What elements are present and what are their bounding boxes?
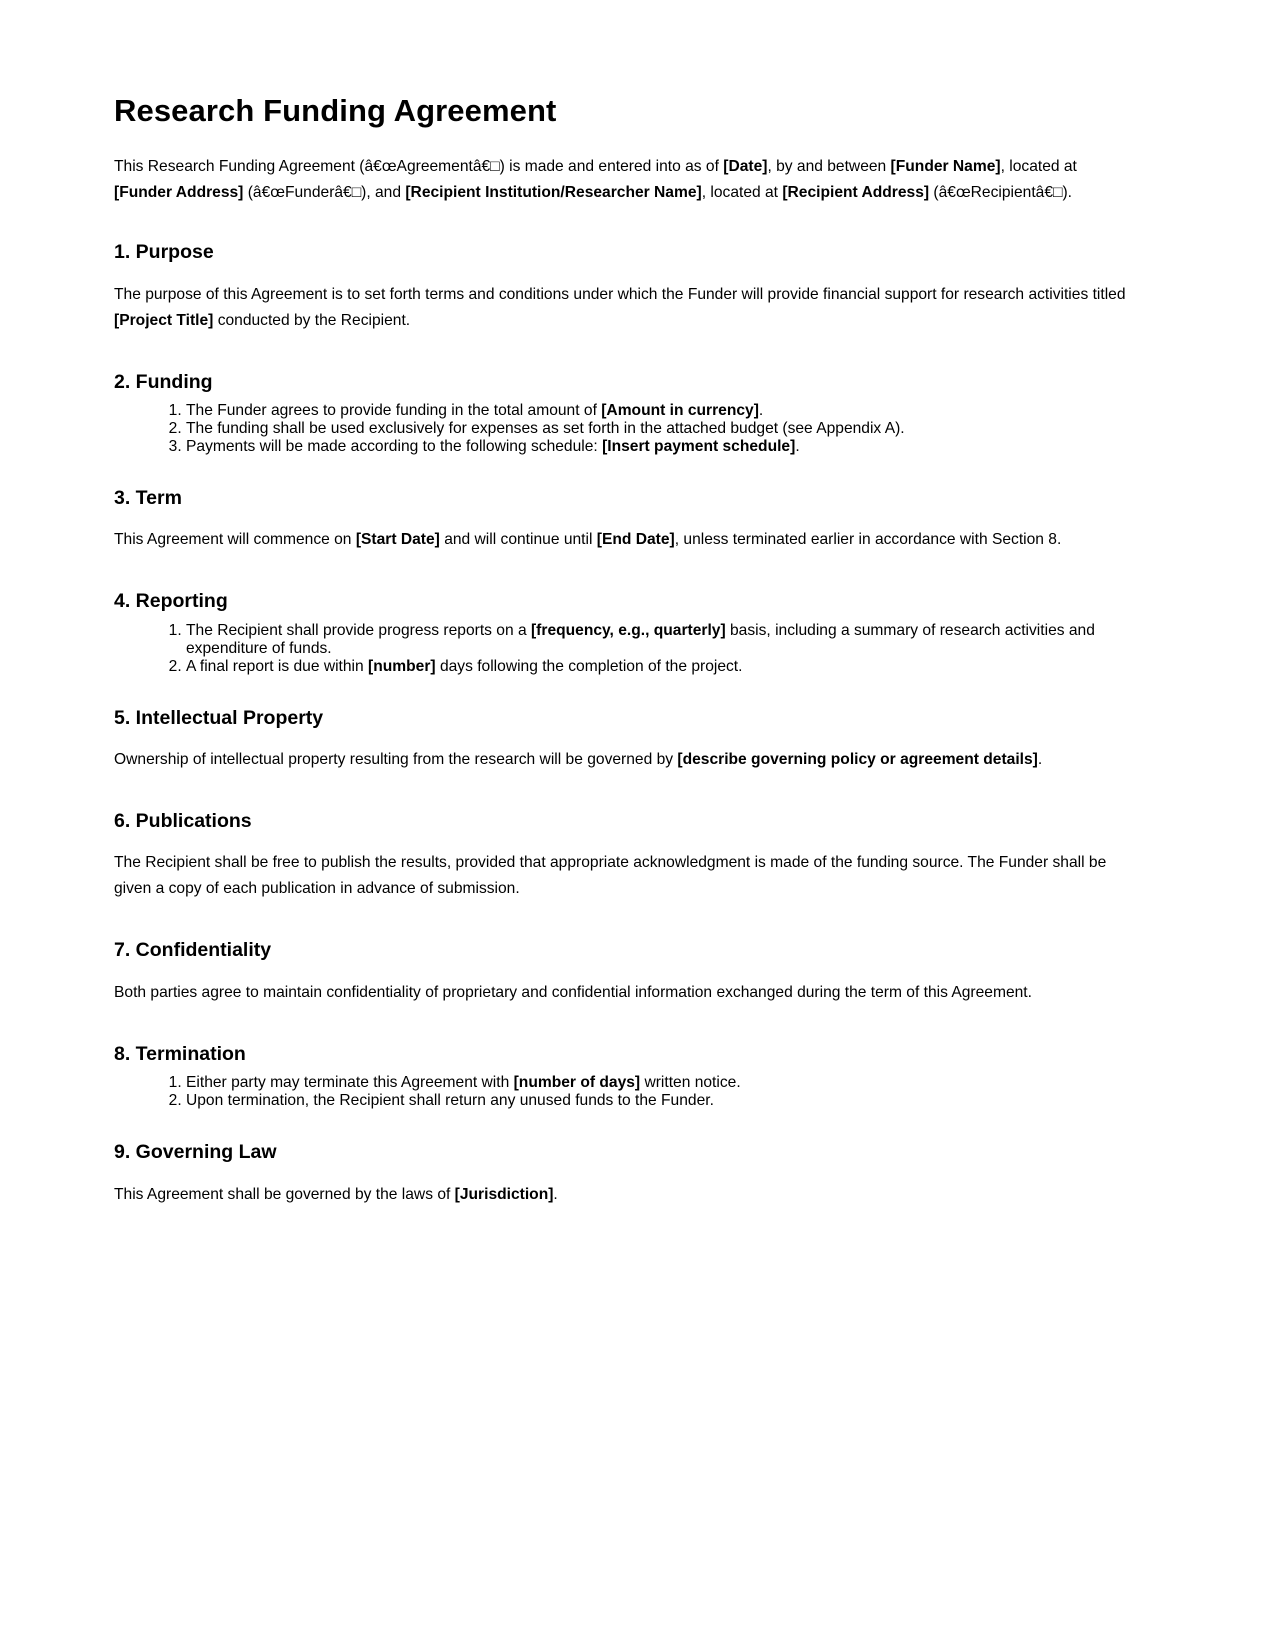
- placeholder-governing-policy: [describe governing policy or agreement details]: [677, 751, 1038, 769]
- intro-text: , located at: [1000, 158, 1077, 176]
- section-purpose: [114, 240, 1144, 333]
- list-item-text: The Funder agrees to provide funding in the total amount of: [186, 401, 602, 419]
- list-item-text: days following the completion of the project.: [435, 657, 743, 675]
- paragraph-text: The purpose of this Agreement is to set forth terms and conditions under which the Funder will provide financial support for research activities titled: [114, 285, 1126, 303]
- list-item-text: The funding shall be used exclusively for expenses as set forth in the attached budget (see Appendix A).: [186, 419, 905, 437]
- paragraph-text: conducted by the Recipient.: [213, 311, 411, 329]
- list-item-text: .: [795, 437, 800, 455]
- intro-text: (â€œRecipientâ€□).: [929, 184, 1072, 202]
- section-heading: 6. Publications: [114, 810, 252, 833]
- placeholder-amount: [Amount in currency]: [601, 401, 759, 419]
- paragraph-text: and will continue until: [439, 531, 597, 549]
- intro-text: (â€œFunderâ€□), and: [243, 184, 406, 202]
- section-paragraph: Both parties agree to maintain confidentiality of proprietary and confidential information exchanged during the term of this Agreement.: [114, 983, 1032, 1001]
- section-heading: 2. Funding: [114, 370, 213, 393]
- list-item-text: Upon termination, the Recipient shall return any unused funds to the Funder.: [186, 1092, 714, 1110]
- placeholder-frequency: [frequency, e.g., quarterly]: [530, 621, 726, 639]
- list-item: [186, 402, 1144, 420]
- placeholder-start-date: [Start Date]: [355, 531, 440, 549]
- funding-list: [114, 402, 1144, 456]
- section-paragraph: [114, 1182, 1144, 1208]
- placeholder-payment-schedule: [Insert payment schedule]: [602, 437, 796, 455]
- list-item-text: .: [758, 401, 764, 419]
- section-paragraph: The Recipient shall be free to publish the results, provided that appropriate acknowledgment is made of the funding source. The Funder shall be given a copy of each publication in advance of submission.: [114, 854, 1107, 898]
- paragraph-text: .: [1037, 751, 1043, 769]
- list-item: [186, 420, 1144, 438]
- list-item-text: Payments will be made according to the following schedule:: [186, 437, 603, 455]
- paragraph-text: Ownership of intellectual property resulting from the research will be governed by: [114, 751, 678, 769]
- section-paragraph: [114, 282, 1144, 334]
- section-reporting: [114, 589, 1144, 675]
- list-item-text: basis, including a summary of research activities and expenditure of funds.: [186, 621, 1095, 657]
- section-heading: 9. Governing Law: [114, 1141, 277, 1164]
- list-item-text: The Recipient shall provide progress reports on a: [186, 621, 531, 639]
- document-title: Research Funding Agreement: [114, 93, 557, 128]
- list-item-text: Either party may terminate this Agreement with: [186, 1074, 514, 1092]
- section-paragraph: [114, 747, 1144, 773]
- section-publications: [114, 809, 1144, 902]
- list-item: [186, 622, 1144, 658]
- paragraph-text: , unless terminated earlier in accordance with Section 8.: [674, 531, 1062, 549]
- termination-list: [114, 1074, 1144, 1110]
- placeholder-funder-address: [Funder Address]: [114, 184, 244, 202]
- section-termination: [114, 1042, 1144, 1110]
- intro-text: , by and between: [767, 158, 891, 176]
- placeholder-recipient-name: [Recipient Institution/Researcher Name]: [405, 184, 702, 202]
- list-item: [186, 438, 1144, 456]
- list-item: [186, 658, 1144, 676]
- document-content: [114, 92, 1144, 1208]
- paragraph-text: This Agreement will commence on: [114, 531, 356, 549]
- section-paragraph: [114, 527, 1144, 553]
- list-item-text: written notice.: [640, 1074, 741, 1092]
- section-confidentiality: [114, 938, 1144, 1005]
- section-heading: 7. Confidentiality: [114, 939, 272, 962]
- intro-text: , located at: [701, 184, 783, 202]
- paragraph-text: This Agreement shall be governed by the laws of: [114, 1185, 455, 1203]
- placeholder-funder-name: [Funder Name]: [890, 158, 1001, 176]
- placeholder-date: [Date]: [723, 158, 768, 176]
- section-heading: 3. Term: [114, 486, 182, 509]
- intro-text: This Research Funding Agreement (â€œAgreementâ€□) is made and entered into as of: [114, 158, 724, 176]
- list-item: [186, 1074, 1144, 1092]
- section-heading: 8. Termination: [114, 1042, 246, 1065]
- section-heading: 1. Purpose: [114, 241, 214, 264]
- placeholder-jurisdiction: [Jurisdiction]: [454, 1185, 554, 1203]
- placeholder-recipient-address: [Recipient Address]: [782, 184, 930, 202]
- section-funding: [114, 370, 1144, 456]
- placeholder-project-title: [Project Title]: [114, 311, 214, 329]
- section-governing-law: [114, 1140, 1144, 1207]
- section-term: [114, 486, 1144, 553]
- section-heading: 4. Reporting: [114, 590, 228, 613]
- placeholder-number: [number]: [368, 657, 436, 675]
- section-heading: 5. Intellectual Property: [114, 706, 324, 729]
- placeholder-number-of-days: [number of days]: [513, 1074, 641, 1092]
- reporting-list: [114, 622, 1144, 676]
- paragraph-text: .: [553, 1185, 558, 1203]
- section-intellectual-property: [114, 706, 1144, 773]
- list-item-text: A final report is due within: [186, 657, 369, 675]
- placeholder-end-date: [End Date]: [596, 531, 675, 549]
- list-item: [186, 1092, 1144, 1110]
- intro-paragraph: [114, 154, 1144, 206]
